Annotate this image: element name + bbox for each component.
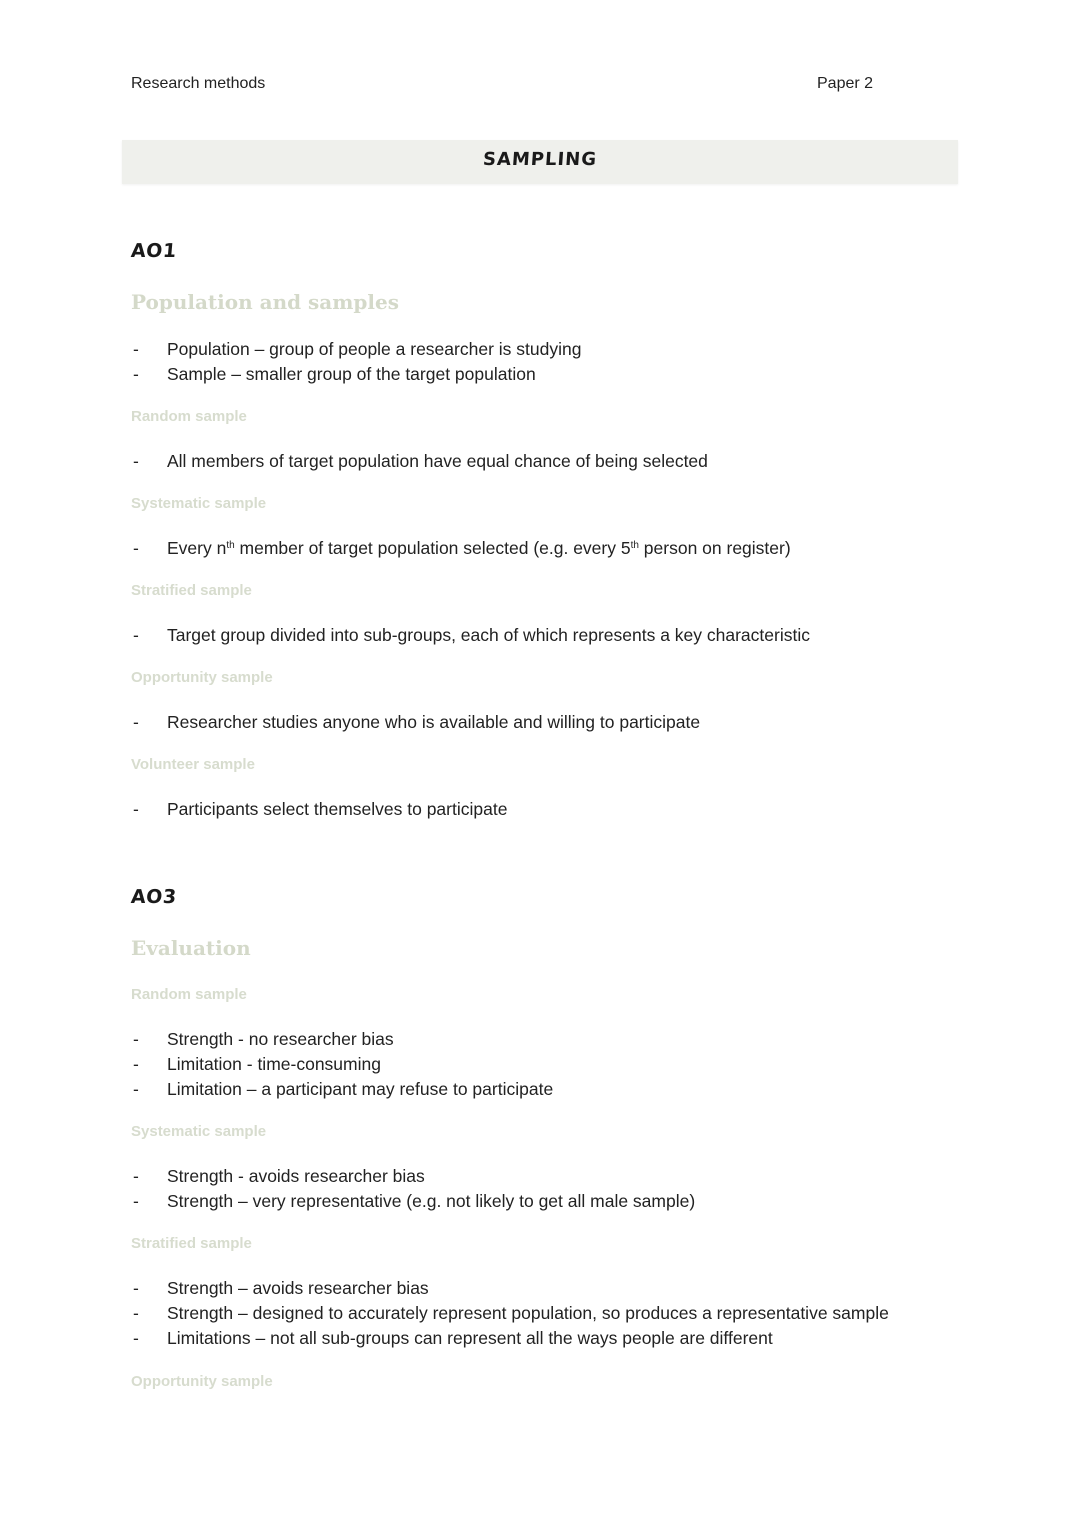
systematic-text-part2: member of target population selected (e.g. every 5 [234, 538, 631, 558]
ao1-stratified-label: Stratified sample [131, 582, 252, 599]
bullet-text [167, 538, 791, 559]
bullet-dash: - [133, 1029, 139, 1049]
bullet-dash: - [133, 538, 139, 558]
bullet-dash: - [133, 712, 139, 732]
header-paper: Paper 2 [817, 75, 874, 92]
bullet-dash: - [133, 1278, 139, 1298]
ao1-volunteer-label: Volunteer sample [131, 756, 255, 773]
ao3-subheading: Evaluation [131, 936, 251, 960]
bullet-text: Target group divided into sub-groups, each of which represents a key characteristic [167, 625, 810, 645]
bullet-text: Strength – very representative (e.g. not likely to get all male sample) [167, 1191, 696, 1211]
bullet-text: Population – group of people a researcher is studying [167, 339, 582, 359]
ao1-subheading: Population and samples [131, 290, 399, 314]
bullet-text: Researcher studies anyone who is available and willing to participate [167, 712, 701, 732]
ao1-heading: AO1 [130, 240, 178, 262]
ao3-heading: AO3 [130, 886, 178, 908]
ao1-systematic-label: Systematic sample [131, 495, 267, 512]
superscript: th [630, 540, 639, 551]
ao1-random-label: Random sample [131, 408, 247, 425]
bullet-text: Participants select themselves to participate [167, 799, 508, 819]
bullet-dash: - [133, 1303, 139, 1323]
page-title: SAMPLING [482, 149, 598, 170]
bullet-dash: - [133, 625, 139, 645]
ao3-systematic-label: Systematic sample [131, 1123, 267, 1140]
bullet-dash: - [133, 799, 139, 819]
bullet-text: All members of target population have equal chance of being selected [167, 451, 708, 471]
ao1-opportunity-label: Opportunity sample [131, 669, 273, 686]
bullet-dash: - [133, 364, 139, 384]
bullet-text: Strength - no researcher bias [167, 1029, 394, 1049]
ao3-random-label: Random sample [131, 986, 247, 1003]
bullet-text: Sample – smaller group of the target population [167, 364, 536, 384]
systematic-text-part3: person on register) [638, 538, 791, 558]
bullet-text: Limitations – not all sub-groups can represent all the ways people are different [167, 1328, 773, 1348]
bullet-dash: - [133, 1328, 139, 1348]
systematic-text-part1: Every n [167, 538, 227, 558]
ao3-stratified-label: Stratified sample [131, 1235, 252, 1252]
bullet-text: Limitation – a participant may refuse to participate [167, 1079, 554, 1099]
bullet-dash: - [133, 451, 139, 471]
bullet-text: Strength - avoids researcher bias [167, 1166, 425, 1186]
title-bar [122, 140, 958, 184]
bullet-dash: - [133, 1191, 139, 1211]
bullet-text: Strength – designed to accurately represent population, so produces a representative sample [167, 1303, 889, 1323]
bullet-dash: - [133, 339, 139, 359]
bullet-dash: - [133, 1166, 139, 1186]
ao3-opportunity-label: Opportunity sample [131, 1373, 273, 1390]
bullet-text: Strength – avoids researcher bias [167, 1278, 429, 1298]
bullet-text: Limitation - time-consuming [167, 1054, 381, 1074]
header-subject: Research methods [131, 75, 266, 92]
bullet-dash: - [133, 1079, 139, 1099]
superscript: th [226, 540, 235, 551]
bullet-dash: - [133, 1054, 139, 1074]
